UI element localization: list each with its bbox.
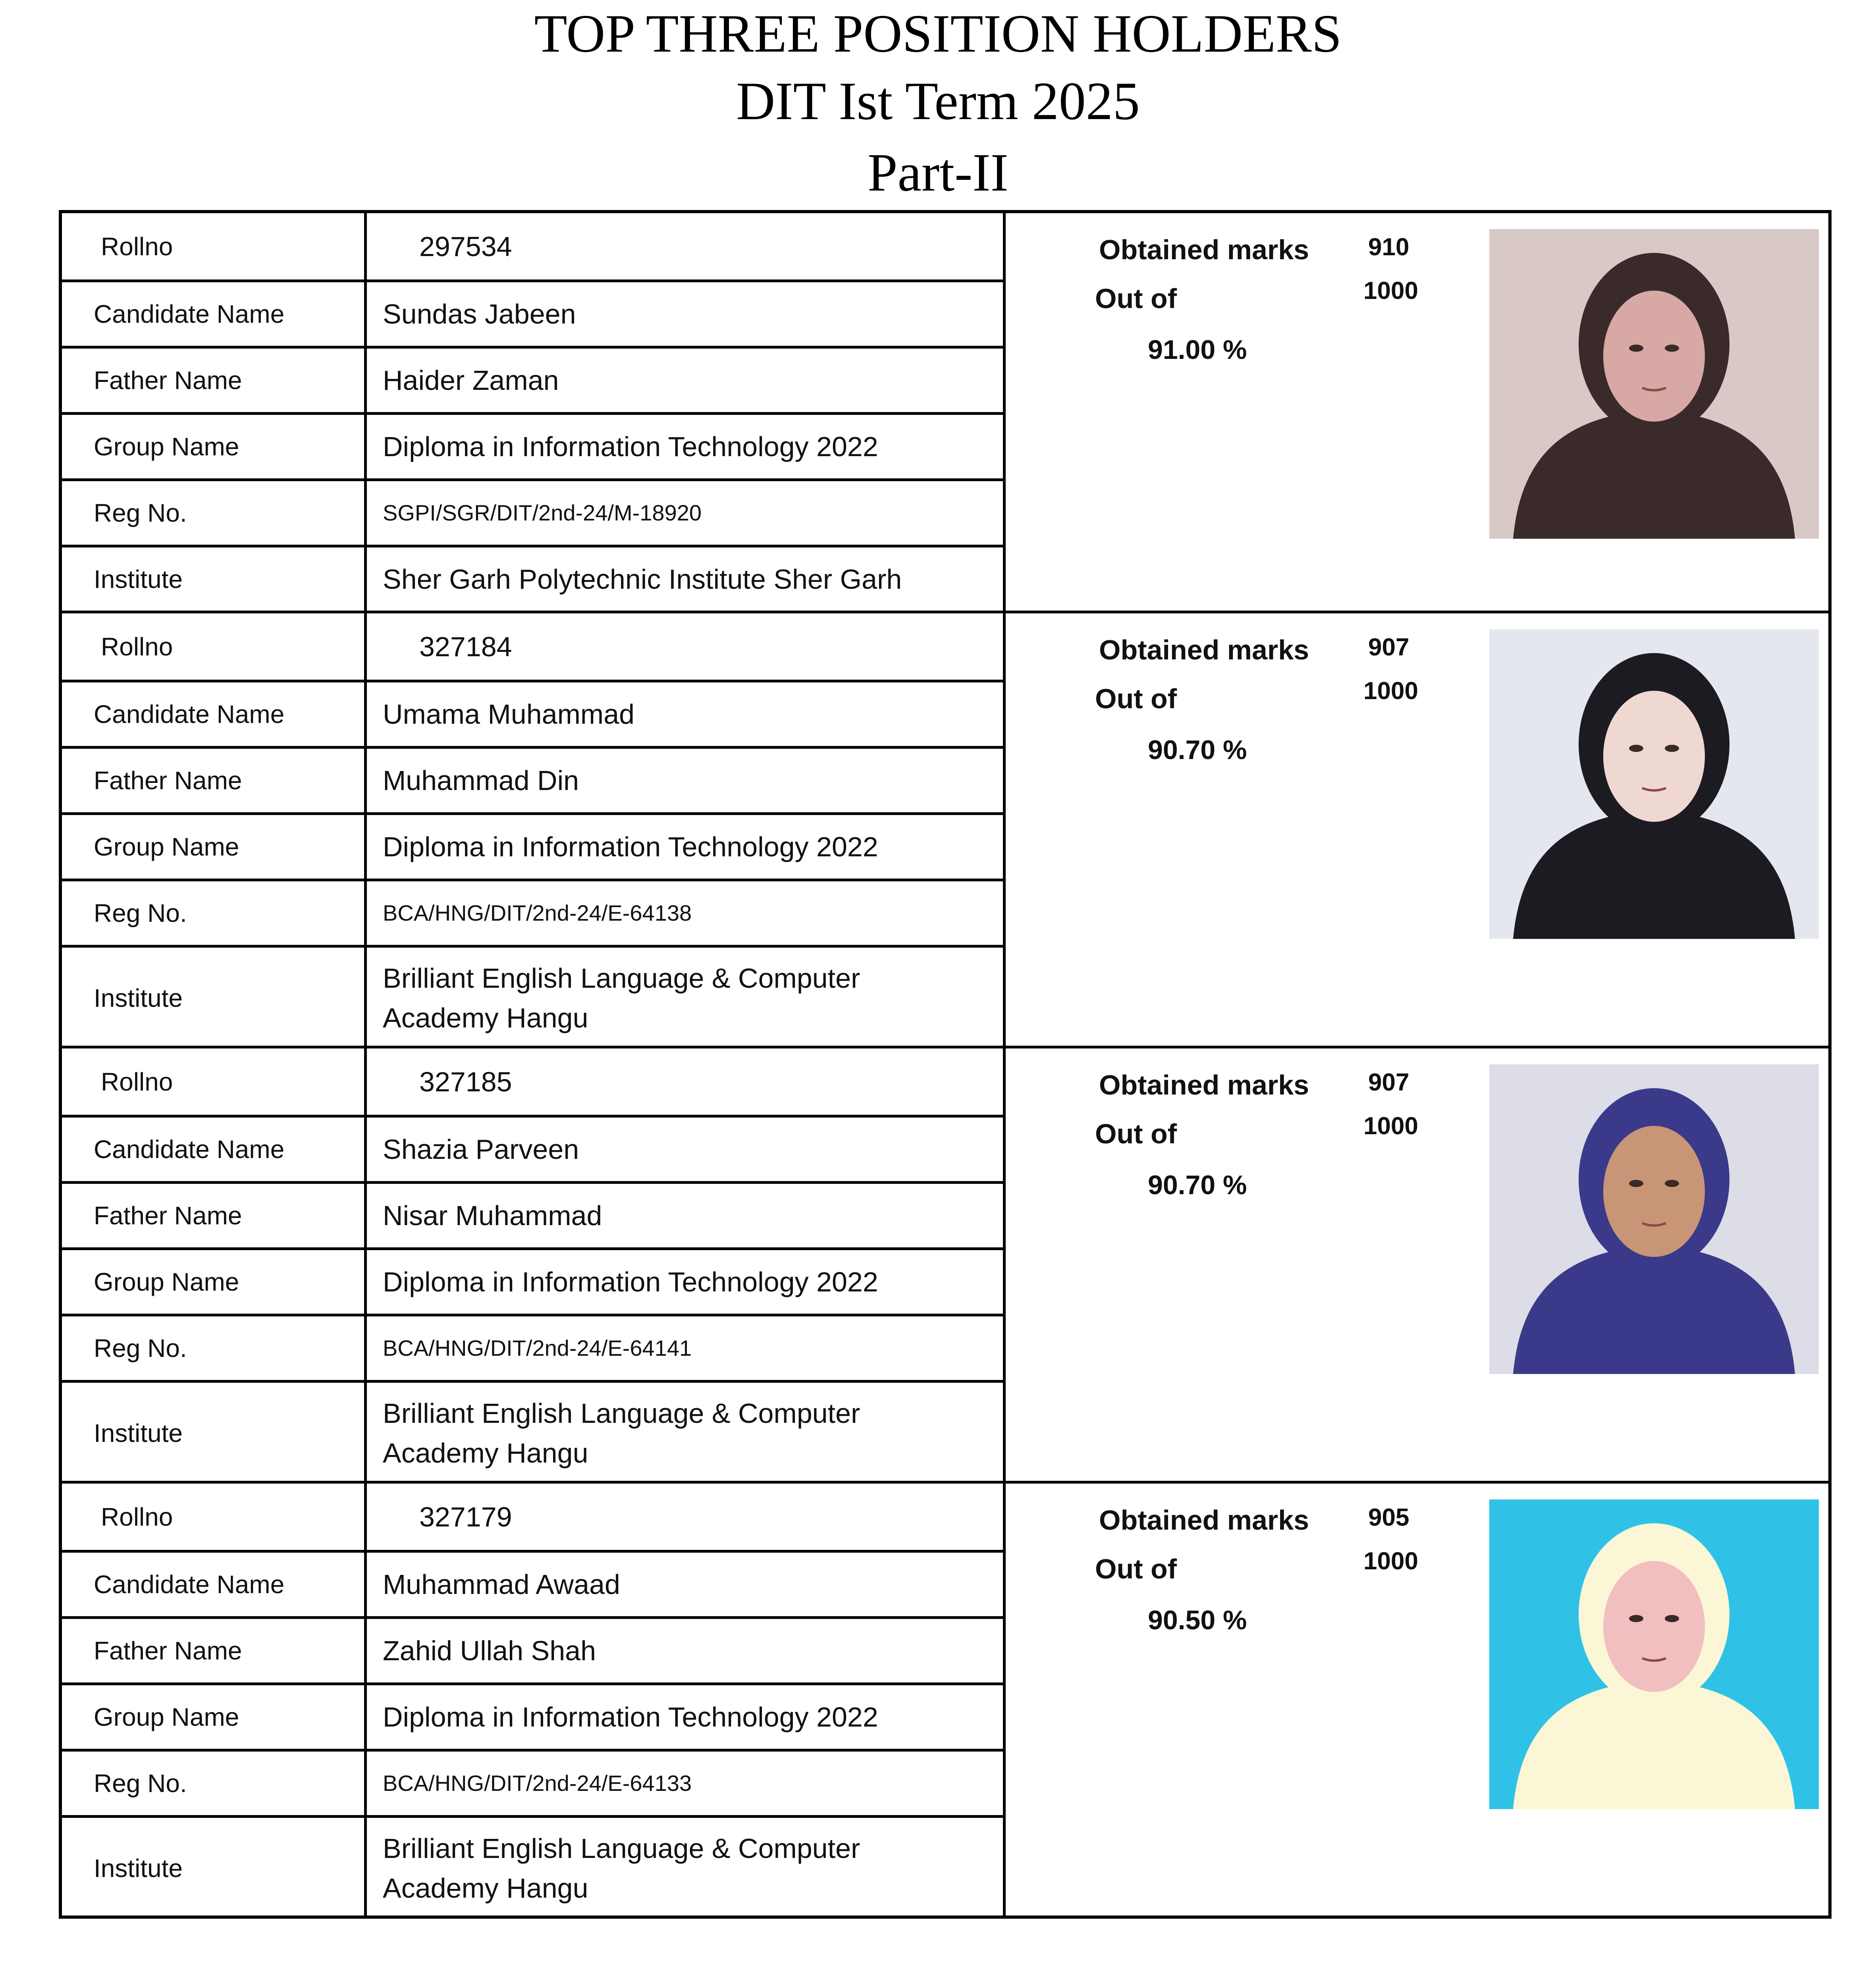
label-text: Rollno — [101, 632, 173, 661]
field-label-candidate-name — [62, 1118, 364, 1181]
value-text: Nisar Muhammad — [383, 1200, 602, 1231]
label-text: Group Name — [94, 833, 239, 861]
field-value-father-name — [367, 749, 1003, 812]
institute-line-1: Brilliant English Language & Computer — [383, 963, 860, 994]
field-value-rollno — [367, 1048, 1003, 1115]
row-institute — [62, 1380, 1003, 1484]
obtained-marks-value: 907 — [1368, 634, 1409, 661]
out-of-label: Out of — [1095, 1118, 1177, 1149]
candidate-block — [62, 611, 1828, 1046]
percentage-value: 90.50 % — [1148, 1605, 1247, 1635]
institute-line-2: Academy Hangu — [383, 1438, 588, 1468]
value-text: 327185 — [419, 1066, 512, 1097]
field-label-rollno — [62, 213, 364, 279]
candidate-block — [62, 213, 1828, 611]
label-text: Candidate Name — [94, 300, 285, 328]
candidate-photo — [1489, 1064, 1819, 1374]
institute-line-2: Academy Hangu — [383, 1873, 588, 1904]
row-reg-no — [62, 879, 1003, 945]
label-text: Father Name — [94, 1201, 242, 1230]
row-candidate-name — [62, 1115, 1003, 1181]
label-text: Rollno — [101, 1502, 173, 1531]
value-text: Haider Zaman — [383, 365, 559, 396]
label-text: Group Name — [94, 1703, 239, 1731]
field-value-group-name — [367, 415, 1003, 478]
field-value-reg-no — [367, 481, 1003, 545]
field-label-group-name — [62, 1250, 364, 1314]
value-text: Shazia Parveen — [383, 1134, 579, 1165]
page-part: Part-II — [868, 143, 1008, 202]
obtained-marks-label: Obtained marks — [1099, 234, 1309, 265]
candidate-photo — [1489, 229, 1819, 539]
row-rollno — [62, 1048, 1003, 1115]
page-subtitle: DIT Ist Term 2025 — [736, 71, 1140, 131]
field-value-group-name — [367, 1250, 1003, 1314]
label-text: Father Name — [94, 766, 242, 795]
candidate-photo — [1489, 1499, 1819, 1809]
field-label-father-name — [62, 749, 364, 812]
field-value-father-name — [367, 1184, 1003, 1247]
label-text: Institute — [94, 984, 183, 1012]
value-text: Muhammad Awaad — [383, 1569, 620, 1600]
institute-line-1: Sher Garh Polytechnic Institute Sher Garh — [383, 563, 902, 595]
field-value-reg-no — [367, 1752, 1003, 1815]
obtained-marks-value: 910 — [1368, 233, 1409, 261]
label-text: Institute — [94, 1854, 183, 1883]
out-of-label: Out of — [1095, 283, 1177, 314]
candidate-block — [62, 1046, 1828, 1481]
field-label-candidate-name — [62, 282, 364, 346]
field-value-group-name — [367, 815, 1003, 879]
row-rollno — [62, 1484, 1003, 1550]
field-value-father-name — [367, 349, 1003, 412]
percentage-value: 90.70 % — [1148, 735, 1247, 765]
field-label-reg-no — [62, 1316, 364, 1380]
label-text: Institute — [94, 565, 183, 594]
label-text: Reg No. — [94, 499, 187, 527]
field-label-father-name — [62, 1619, 364, 1682]
label-text: Rollno — [101, 232, 173, 261]
value-text: SGPI/SGR/DIT/2nd-24/M-18920 — [383, 500, 702, 525]
value-text: 327179 — [419, 1501, 512, 1532]
value-text — [367, 559, 902, 599]
field-value-candidate-name — [367, 682, 1003, 746]
value-text: Diploma in Information Technology 2022 — [383, 831, 878, 862]
label-text: Father Name — [94, 366, 242, 395]
out-of-label: Out of — [1095, 1553, 1177, 1584]
field-value-institute — [367, 1383, 1003, 1484]
percentage-value: 90.70 % — [1148, 1170, 1247, 1200]
field-value-institute — [367, 547, 1003, 611]
label-text: Candidate Name — [94, 700, 285, 728]
field-value-institute — [367, 1818, 1003, 1919]
obtained-marks-label: Obtained marks — [1099, 1505, 1309, 1536]
row-institute — [62, 545, 1003, 611]
field-label-rollno — [62, 1048, 364, 1115]
label-text: Reg No. — [94, 1769, 187, 1798]
field-value-rollno — [367, 213, 1003, 279]
field-value-reg-no — [367, 1316, 1003, 1380]
institute-line-1: Brilliant English Language & Computer — [383, 1833, 860, 1864]
row-father-name — [62, 346, 1003, 412]
value-text: BCA/HNG/DIT/2nd-24/E-64133 — [383, 1771, 692, 1796]
page-title: TOP THREE POSITION HOLDERS — [534, 4, 1342, 64]
row-reg-no — [62, 478, 1003, 545]
institute-line-2: Academy Hangu — [383, 1002, 588, 1033]
field-label-reg-no — [62, 1752, 364, 1815]
field-label-institute — [62, 1818, 364, 1919]
value-text: 327184 — [419, 631, 512, 662]
label-text: Reg No. — [94, 1334, 187, 1362]
value-text: Muhammad Din — [383, 765, 579, 796]
label-text: Reg No. — [94, 899, 187, 927]
row-candidate-name — [62, 1550, 1003, 1616]
total-marks-value: 1000 — [1363, 677, 1418, 705]
field-label-candidate-name — [62, 1553, 364, 1616]
value-text: Diploma in Information Technology 2022 — [383, 431, 878, 462]
field-value-candidate-name — [367, 1118, 1003, 1181]
field-label-candidate-name — [62, 682, 364, 746]
field-label-father-name — [62, 1184, 364, 1247]
field-label-institute — [62, 948, 364, 1048]
value-text: 297534 — [419, 231, 512, 262]
field-label-rollno — [62, 1484, 364, 1550]
field-label-reg-no — [62, 481, 364, 545]
field-value-father-name — [367, 1619, 1003, 1682]
value-text: Umama Muhammad — [383, 699, 635, 730]
out-of-label: Out of — [1095, 683, 1177, 714]
label-text: Group Name — [94, 1268, 239, 1296]
field-label-group-name — [62, 1685, 364, 1749]
total-marks-value: 1000 — [1363, 1547, 1418, 1575]
label-text: Group Name — [94, 432, 239, 461]
field-value-group-name — [367, 1685, 1003, 1749]
value-text — [367, 1829, 860, 1908]
field-label-group-name — [62, 415, 364, 478]
field-value-reg-no — [367, 881, 1003, 945]
row-candidate-name — [62, 680, 1003, 746]
value-text: BCA/HNG/DIT/2nd-24/E-64138 — [383, 900, 692, 925]
row-father-name — [62, 1181, 1003, 1247]
row-group-name — [62, 1247, 1003, 1314]
value-text — [367, 1393, 860, 1473]
label-text: Institute — [94, 1419, 183, 1447]
results-table — [59, 210, 1832, 1919]
field-value-rollno — [367, 613, 1003, 680]
row-rollno — [62, 213, 1003, 279]
label-text: Rollno — [101, 1067, 173, 1096]
row-group-name — [62, 412, 1003, 478]
value-text: Zahid Ullah Shah — [383, 1635, 596, 1666]
obtained-marks-value: 905 — [1368, 1504, 1409, 1531]
field-label-institute — [62, 1383, 364, 1484]
row-father-name — [62, 746, 1003, 812]
row-group-name — [62, 812, 1003, 879]
field-value-candidate-name — [367, 1553, 1003, 1616]
obtained-marks-value: 907 — [1368, 1069, 1409, 1096]
institute-line-1: Brilliant English Language & Computer — [383, 1398, 860, 1429]
row-father-name — [62, 1616, 1003, 1682]
percentage-value: 91.00 % — [1148, 335, 1247, 365]
value-text: Diploma in Information Technology 2022 — [383, 1266, 878, 1297]
label-text: Candidate Name — [94, 1135, 285, 1164]
label-text: Father Name — [94, 1636, 242, 1665]
field-label-reg-no — [62, 881, 364, 945]
value-text — [367, 958, 860, 1038]
field-label-institute — [62, 547, 364, 611]
row-candidate-name — [62, 279, 1003, 346]
field-value-candidate-name — [367, 282, 1003, 346]
obtained-marks-label: Obtained marks — [1099, 634, 1309, 665]
row-rollno — [62, 613, 1003, 680]
row-institute — [62, 945, 1003, 1048]
label-text: Candidate Name — [94, 1570, 285, 1599]
candidate-block — [62, 1481, 1828, 1916]
field-value-institute — [367, 948, 1003, 1048]
value-text: Diploma in Information Technology 2022 — [383, 1702, 878, 1732]
obtained-marks-label: Obtained marks — [1099, 1070, 1309, 1100]
row-reg-no — [62, 1314, 1003, 1380]
field-label-father-name — [62, 349, 364, 412]
total-marks-value: 1000 — [1363, 1112, 1418, 1140]
value-text: BCA/HNG/DIT/2nd-24/E-64141 — [383, 1335, 692, 1361]
total-marks-value: 1000 — [1363, 277, 1418, 304]
candidate-photo — [1489, 629, 1819, 939]
value-text: Sundas Jabeen — [383, 299, 576, 330]
row-group-name — [62, 1682, 1003, 1749]
field-value-rollno — [367, 1484, 1003, 1550]
row-reg-no — [62, 1749, 1003, 1815]
field-label-group-name — [62, 815, 364, 879]
row-institute — [62, 1815, 1003, 1919]
field-label-rollno — [62, 613, 364, 680]
